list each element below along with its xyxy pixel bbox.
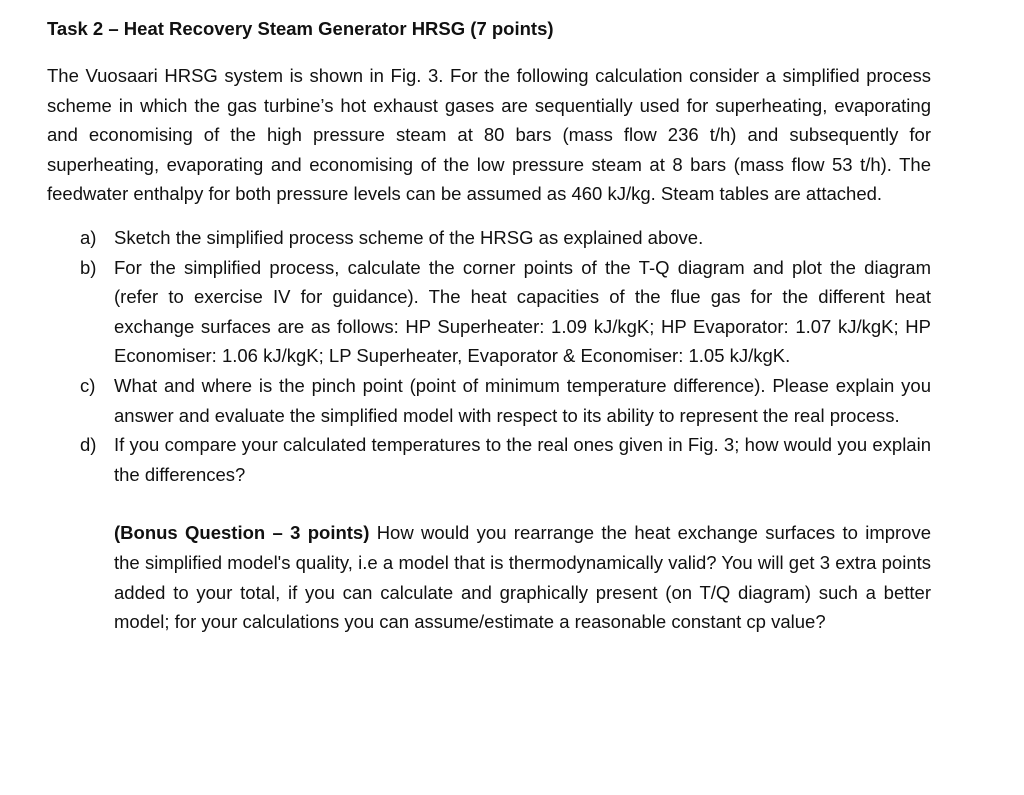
- question-c: [47, 371, 931, 430]
- question-a: [47, 223, 931, 253]
- question-b-text: For the simplified process, calculate the corner points of the T-Q diagram and plot the diagram (refer to exercise IV for guidance). The heat capacities of the flue gas for the different heat exchange surfaces are as follows: HP Superheater: 1.09 kJ/kgK; HP Evaporator: 1.07 kJ/kgK; HP Economiser: 1.06 kJ/kgK; LP Superheater, Evaporator & Economiser: 1.05 kJ/kgK.: [114, 256, 931, 367]
- question-b-marker: b): [80, 256, 97, 278]
- question-d-marker: d): [80, 434, 97, 456]
- task-title: Task 2 – Heat Recovery Steam Generator HRSG (7 points): [47, 18, 554, 39]
- question-a-marker: a): [80, 226, 97, 248]
- question-list: [47, 223, 931, 489]
- document-page: [47, 14, 931, 637]
- question-d: [47, 430, 931, 489]
- question-b: [47, 253, 931, 371]
- bonus-question-label: (Bonus Question – 3 points): [114, 522, 370, 544]
- task-intro: The Vuosaari HRSG system is shown in Fig. 3. For the following calculation consider a simplified process scheme in which the gas turbine’s hot exhaust gases are sequentially used for superheating, evaporating and economising of the high pressure steam at 80 bars (mass flow 236 t/h) and subsequently for superheating, evaporating and economising of the low pressure steam at 8 bars (mass flow 53 t/h). The feedwater enthalpy for both pressure levels can be assumed as 460 kJ/kg. Steam tables are attached.: [47, 65, 931, 205]
- question-a-text: Sketch the simplified process scheme of the HRSG as explained above.: [114, 226, 704, 248]
- bonus-question-text: How would you rearrange the heat exchange surfaces to improve the simplified model's quality, i.e a model that is thermodynamically valid? You will get 3 extra points added to your total, if you can calculate and graphically present (on T/Q diagram) such a better model; for your calculations you can assume/estimate a reasonable constant cp value?: [114, 522, 932, 633]
- question-c-text: What and where is the pinch point (point of minimum temperature difference). Please explain you answer and evaluate the simplified model with respect to its ability to represent the real process.: [114, 374, 931, 426]
- question-c-marker: c): [80, 374, 96, 396]
- bonus-question: [114, 518, 931, 636]
- question-d-text: If you compare your calculated temperatures to the real ones given in Fig. 3; how would you explain the differences?: [114, 434, 931, 485]
